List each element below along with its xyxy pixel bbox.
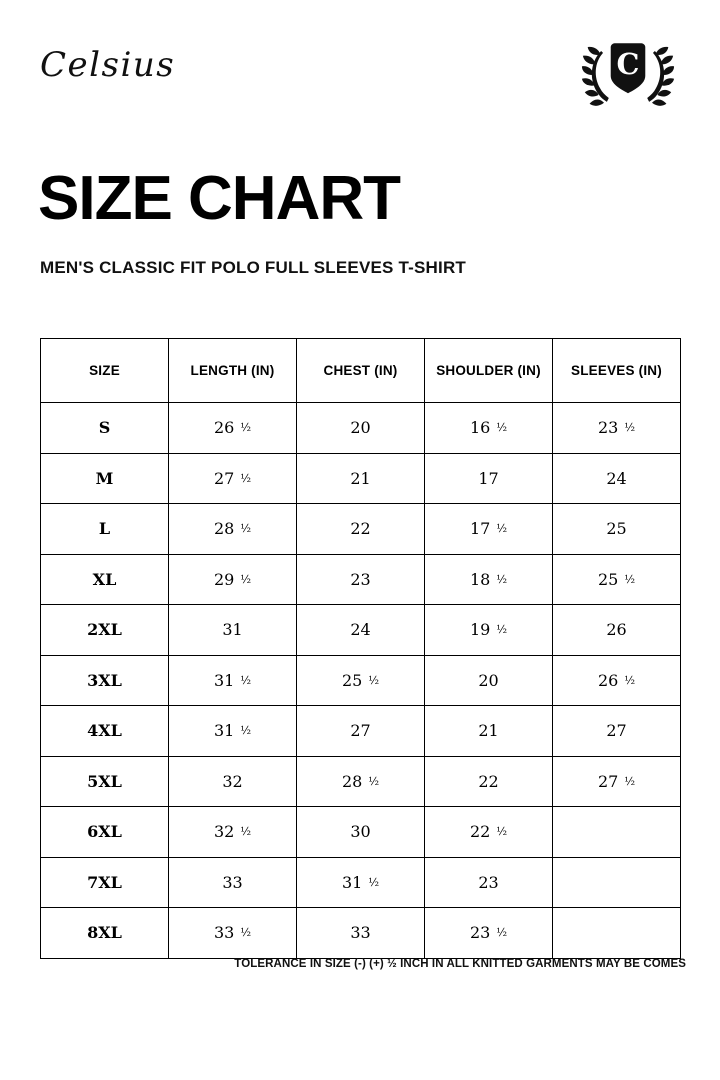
size-table xyxy=(40,338,681,959)
cell-sleeves: 25 ½ xyxy=(553,554,681,605)
cell-size: 6XL xyxy=(41,807,169,858)
size-table-head xyxy=(41,339,681,403)
cell-chest: 25 ½ xyxy=(297,655,425,706)
cell-length: 28 ½ xyxy=(169,504,297,555)
cell-size: S xyxy=(41,403,169,454)
cell-shoulder: 20 xyxy=(425,655,553,706)
cell-size: 5XL xyxy=(41,756,169,807)
cell-chest: 28 ½ xyxy=(297,756,425,807)
cell-shoulder: 18 ½ xyxy=(425,554,553,605)
cell-sleeves: 24 xyxy=(553,453,681,504)
cell-sleeves: 25 xyxy=(553,504,681,555)
document-header xyxy=(40,26,680,116)
cell-chest: 20 xyxy=(297,403,425,454)
cell-length: 32 ½ xyxy=(169,807,297,858)
cell-size: XL xyxy=(41,554,169,605)
brand-wordmark: Celsius xyxy=(40,45,176,85)
cell-shoulder: 17 ½ xyxy=(425,504,553,555)
cell-shoulder: 16 ½ xyxy=(425,403,553,454)
table-row xyxy=(41,857,681,908)
cell-sleeves xyxy=(553,807,681,858)
table-row xyxy=(41,807,681,858)
cell-length: 31 xyxy=(169,605,297,656)
cell-chest: 30 xyxy=(297,807,425,858)
table-header-row xyxy=(41,339,681,403)
cell-length: 33 xyxy=(169,857,297,908)
cell-chest: 24 xyxy=(297,605,425,656)
cell-shoulder: 17 xyxy=(425,453,553,504)
cell-size: 2XL xyxy=(41,605,169,656)
cell-sleeves xyxy=(553,857,681,908)
table-row xyxy=(41,554,681,605)
cell-sleeves: 27 ½ xyxy=(553,756,681,807)
cell-size: L xyxy=(41,504,169,555)
column-header-size: SIZE xyxy=(41,339,169,403)
cell-length: 29 ½ xyxy=(169,554,297,605)
table-row xyxy=(41,908,681,959)
cell-size: 7XL xyxy=(41,857,169,908)
column-header-chest: CHEST (IN) xyxy=(297,339,425,403)
table-row xyxy=(41,655,681,706)
emblem-letter: C xyxy=(616,47,640,81)
cell-sleeves: 26 ½ xyxy=(553,655,681,706)
cell-chest: 23 xyxy=(297,554,425,605)
page-subtitle: MEN'S CLASSIC FIT POLO FULL SLEEVES T-SHIRT xyxy=(40,258,467,277)
table-row xyxy=(41,453,681,504)
cell-size: 3XL xyxy=(41,655,169,706)
table-row xyxy=(41,605,681,656)
cell-shoulder: 19 ½ xyxy=(425,605,553,656)
cell-shoulder: 23 xyxy=(425,857,553,908)
tolerance-footnote: TOLERANCE IN SIZE (-) (+) ½ INCH IN ALL KNITTED GARMENTS MAY BE COMES xyxy=(234,958,686,970)
cell-chest: 21 xyxy=(297,453,425,504)
table-row xyxy=(41,403,681,454)
cell-length: 31 ½ xyxy=(169,706,297,757)
laurel-wreath-emblem-icon xyxy=(580,26,676,122)
cell-chest: 22 xyxy=(297,504,425,555)
cell-shoulder: 22 ½ xyxy=(425,807,553,858)
column-header-shoulder: SHOULDER (IN) xyxy=(425,339,553,403)
column-header-length: LENGTH (IN) xyxy=(169,339,297,403)
cell-length: 27 ½ xyxy=(169,453,297,504)
size-table-body xyxy=(41,403,681,959)
cell-length: 32 xyxy=(169,756,297,807)
cell-shoulder: 22 xyxy=(425,756,553,807)
cell-chest: 27 xyxy=(297,706,425,757)
table-row xyxy=(41,706,681,757)
table-row xyxy=(41,756,681,807)
cell-length: 33 ½ xyxy=(169,908,297,959)
cell-shoulder: 23 ½ xyxy=(425,908,553,959)
cell-size: 4XL xyxy=(41,706,169,757)
cell-length: 31 ½ xyxy=(169,655,297,706)
cell-sleeves xyxy=(553,908,681,959)
column-header-sleeves: SLEEVES (IN) xyxy=(553,339,681,403)
cell-sleeves: 26 xyxy=(553,605,681,656)
cell-length: 26 ½ xyxy=(169,403,297,454)
cell-size: 8XL xyxy=(41,908,169,959)
page-title: SIZE CHART xyxy=(38,164,400,233)
cell-sleeves: 23 ½ xyxy=(553,403,681,454)
cell-chest: 31 ½ xyxy=(297,857,425,908)
table-row xyxy=(41,504,681,555)
cell-sleeves: 27 xyxy=(553,706,681,757)
size-table-container xyxy=(40,338,680,959)
cell-chest: 33 xyxy=(297,908,425,959)
cell-shoulder: 21 xyxy=(425,706,553,757)
cell-size: M xyxy=(41,453,169,504)
